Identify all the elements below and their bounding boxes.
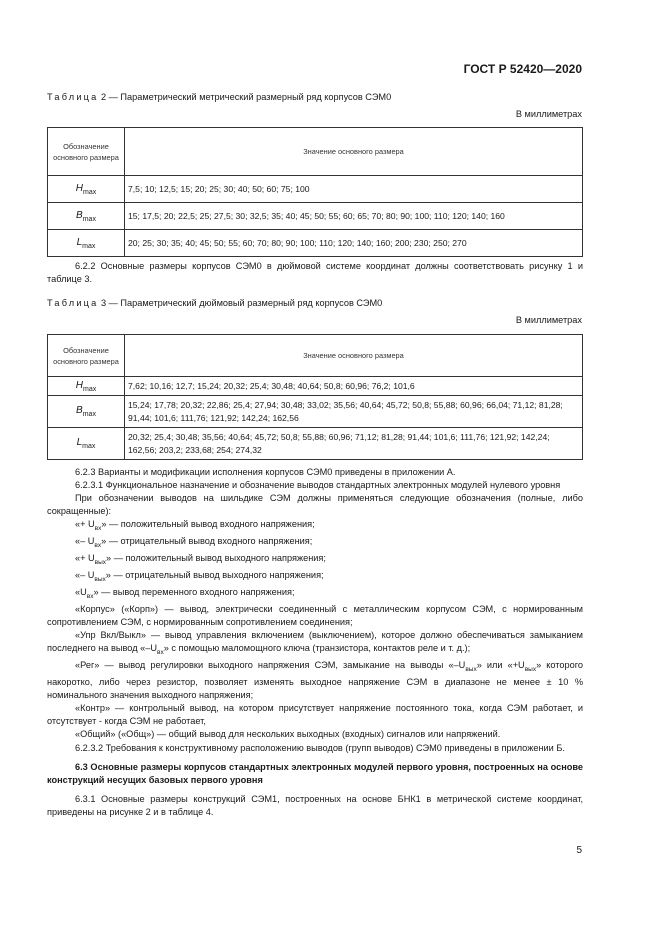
table2-head-col1: Обозначение основного размера: [48, 128, 125, 176]
table2-unit: В миллиметрах: [515, 109, 582, 119]
paragraph-korpus: «Корпус» («Корп») — вывод, электрически соединенный с металлическим корпусом СЭМ, с нормированным сопротивлением СЭМ, с нормированным сопротивлением соединения;: [47, 603, 583, 628]
table-cell-symbol: $B_{max}$: [48, 396, 125, 428]
table-cell-symbol: $H_{max}$: [48, 377, 125, 396]
list-item: «– $U_{вых}$» — отрицательный вывод выходного напряжения;: [75, 570, 324, 583]
table2-caption: [47, 92, 391, 102]
paragraph-6-3-1: 6.3.1 Основные размеры конструкций СЭМ1, построенных на основе БНК1 в метрической системе координат, приведены на рисунке 2 и в таблице 4.: [47, 793, 583, 817]
table2: [47, 127, 583, 257]
table-cell-symbol: $B_{max}$: [48, 203, 125, 230]
table-row: [48, 377, 583, 396]
paragraph-6-2-3-2: 6.2.3.2 Требования к конструктивному расположению выводов (групп выводов) СЭМ0 приведены в приложении Б.: [75, 742, 565, 753]
table-cell-symbol: $L_{max}$: [48, 230, 125, 257]
list-item: «$U_{вх}$» — вывод переменного входного напряжения;: [75, 587, 295, 600]
paragraph-designations-intro: При обозначении выводов на шильдике СЭМ должны применяться следующие обозначения (полные, либо сокращенные):: [47, 493, 583, 517]
table3-caption: [47, 298, 382, 308]
table-row: [48, 230, 583, 257]
table-cell-value: 7,62; 10,16; 12,7; 15,24; 20,32; 25,4; 30,48; 40,64; 50,8; 60,96; 76,2; 101,6: [125, 377, 583, 396]
table-row: [48, 396, 583, 428]
paragraph-kontr: «Контр» — контрольный вывод, на котором присутствует напряжение постоянного тока, когда СЭМ работает, и отсутствует - когда СЭМ не работает,: [47, 703, 583, 727]
table3-caption-word: Таблица: [47, 298, 99, 308]
table-row: [48, 203, 583, 230]
table3-head-col2: Значение основного размера: [125, 335, 583, 377]
table-cell-symbol: $L_{max}$: [48, 428, 125, 460]
table-row: [48, 428, 583, 460]
section-heading-6-3: 6.3 Основные размеры корпусов стандартных электронных модулей первого уровня, построенных на основе конструкций несущих базовых первого уровня: [47, 761, 583, 785]
table2-caption-text: 2 — Параметрический метрический размерный ряд корпусов СЭМ0: [101, 92, 392, 102]
paragraph-obsh: «Общий» («Общ») — общий вывод для нескольких выходных (входных) сигналов или напряжений.: [75, 729, 501, 740]
paragraph-reg: «Рег» — вывод регулировки выходного напряжения СЭМ, замыкание на выводы «$-U_{вых}$» или «$+U_{вых}$» которого накоротко, либо через резистор, позволяет изменять выходное напряжение СЭМ в диапазоне не менее ± 10 % номинального значения выходного напряжения;: [47, 660, 583, 701]
paragraph-upr: «Упр Вкл/Выкл» — вывод управления включением (выключением), которое должно обеспечиваться замыканием последнего на вывод «$-U_{вх}$» с помощью маломощного ключа (транзистора, контактов реле и т. д.);: [47, 630, 583, 657]
table-cell-value: 15,24; 17,78; 20,32; 22,86; 25,4; 27,94; 30,48; 33,02; 35,56; 40,64; 45,72; 50,8; 55,88; 60,96; 66,04; 71,12; 81,28; 91,44; 101,6; 111,76; 121,92; 142,24; 162,56: [125, 396, 583, 428]
body-text: [47, 466, 583, 819]
list-item: «+ $U_{вых}$» — положительный вывод выходного напряжения;: [75, 553, 326, 567]
table2-caption-word: Таблица: [47, 92, 99, 102]
table-cell-value: 7,5; 10; 12,5; 15; 20; 25; 30; 40; 50; 60; 75; 100: [125, 176, 583, 203]
table-cell-symbol: $H_{max}$: [48, 176, 125, 203]
table-cell-value: 20,32; 25,4; 30,48; 35,56; 40,64; 45,72; 50,8; 55,88; 60,96; 71,12; 81,28; 91,44; 101,6; 111,76; 121,92; 142,24; 162,56; 203,2; 233,68; 254; 274,32: [125, 428, 583, 460]
table2-head-col2: Значение основного размера: [125, 128, 583, 176]
paragraph-6-2-2: 6.2.2 Основные размеры корпусов СЭМ0 в дюймовой системе координат должны соответствовать рисунку 1 и таблице 3.: [47, 261, 583, 285]
paragraph-6-2-3-1: 6.2.3.1 Функциональное назначение и обозначение выводов стандартных электронных модулей нулевого уровня: [75, 480, 561, 491]
table3-head-col1: Обозначение основного размера: [48, 335, 125, 377]
table3-header-row: [48, 335, 583, 377]
list-item: «– $U_{вх}$» — отрицательный вывод входного напряжения;: [75, 536, 313, 550]
table-cell-value: 20; 25; 30; 35; 40; 45; 50; 55; 60; 70; 80; 90; 100; 110; 120; 140; 160; 200; 230; 250; 270: [125, 230, 583, 257]
paragraph-6-2-3: 6.2.3 Варианты и модификации исполнения корпусов СЭМ0 приведены в приложении А.: [75, 467, 456, 477]
page-number: 5: [576, 845, 582, 856]
table3-caption-text: 3 — Параметрический дюймовый размерный ряд корпусов СЭМ0: [101, 298, 383, 308]
table3-unit: В миллиметрах: [515, 315, 582, 325]
table3: [47, 334, 583, 460]
list-item: «+ $U_{вх}$» — положительный вывод входного напряжения;: [75, 519, 315, 533]
table-cell-value: 15; 17,5; 20; 22,5; 25; 27,5; 30; 32,5; 35; 40; 45; 50; 55; 60; 65; 70; 80; 90; 100; 110; 120; 140; 160: [125, 203, 583, 230]
table-row: [48, 176, 583, 203]
table2-header-row: [48, 128, 583, 176]
standard-header: ГОСТ Р 52420—2020: [463, 62, 582, 76]
